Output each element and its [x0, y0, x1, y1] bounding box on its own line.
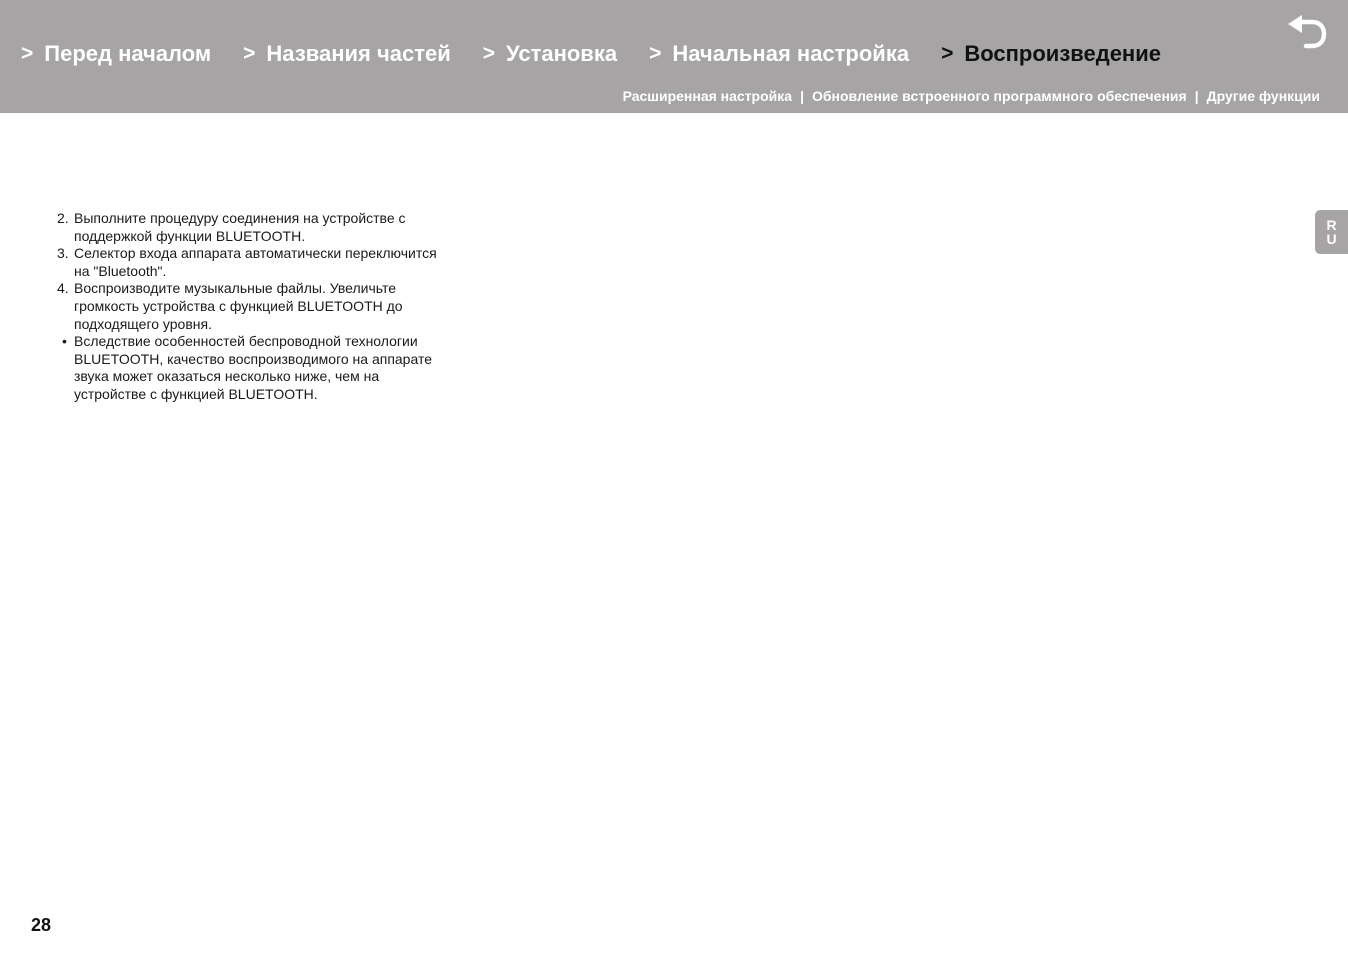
list-item-text: Выполните процедуру соединения на устройстве с поддержкой функции BLUETOOTH.	[74, 210, 406, 244]
list-marker: 3.	[57, 245, 69, 262]
instruction-list	[52, 210, 452, 404]
subnav-link-firmware-update[interactable]: Обновление встроенного программного обеспечения	[811, 88, 1187, 104]
nav-item-installation[interactable]	[483, 41, 617, 67]
sub-nav	[623, 88, 1320, 104]
list-item-text: Селектор входа аппарата автоматически переключится на "Bluetooth".	[74, 245, 437, 279]
back-button[interactable]	[1286, 14, 1330, 50]
list-marker: 2.	[57, 210, 69, 226]
nav-label: Установка	[506, 41, 618, 66]
subnav-separator: |	[800, 88, 804, 104]
nav-item-initial-setup[interactable]	[649, 41, 909, 67]
list-item	[52, 245, 452, 280]
header-bar	[0, 0, 1348, 113]
chevron-right-icon: >	[941, 42, 954, 65]
subnav-link-advanced-setup[interactable]: Расширенная настройка	[622, 88, 793, 104]
nav-label: Воспроизведение	[964, 41, 1161, 66]
nav-label: Перед началом	[44, 41, 212, 66]
lang-letter: R	[1326, 217, 1337, 233]
subnav-link-other-functions[interactable]: Другие функции	[1206, 88, 1320, 104]
lang-letter: U	[1326, 231, 1337, 247]
language-tab	[1315, 210, 1348, 254]
list-item	[52, 280, 452, 333]
nav-item-before-start[interactable]	[21, 41, 211, 67]
list-item-text: Вследствие особенностей беспроводной технологии BLUETOOTH, качество воспроизводимого на аппарате звука может оказаться несколько ниже, чем на устройстве с функцией BLUETOOTH.	[74, 333, 432, 402]
nav-item-playback[interactable]	[941, 41, 1161, 67]
chevron-right-icon: >	[21, 42, 34, 65]
nav-item-part-names[interactable]	[243, 41, 451, 67]
subnav-separator: |	[1194, 88, 1199, 104]
nav-label: Названия частей	[266, 41, 451, 66]
list-marker: 4.	[57, 280, 69, 297]
return-arrow-icon	[1286, 14, 1330, 50]
page-number: 28	[31, 915, 52, 935]
nav-label: Начальная настройка	[672, 41, 910, 66]
chevron-right-icon: >	[482, 42, 496, 65]
bullet-marker: •	[62, 333, 67, 350]
list-item	[52, 210, 452, 245]
chevron-right-icon: >	[243, 42, 256, 65]
chevron-right-icon: >	[649, 42, 662, 65]
main-nav	[21, 38, 1193, 70]
list-item-text: Воспроизводите музыкальные файлы. Увеличьте громкость устройства с функцией BLUETOOTH до подходящего уровня.	[74, 280, 403, 332]
list-item	[52, 333, 452, 403]
